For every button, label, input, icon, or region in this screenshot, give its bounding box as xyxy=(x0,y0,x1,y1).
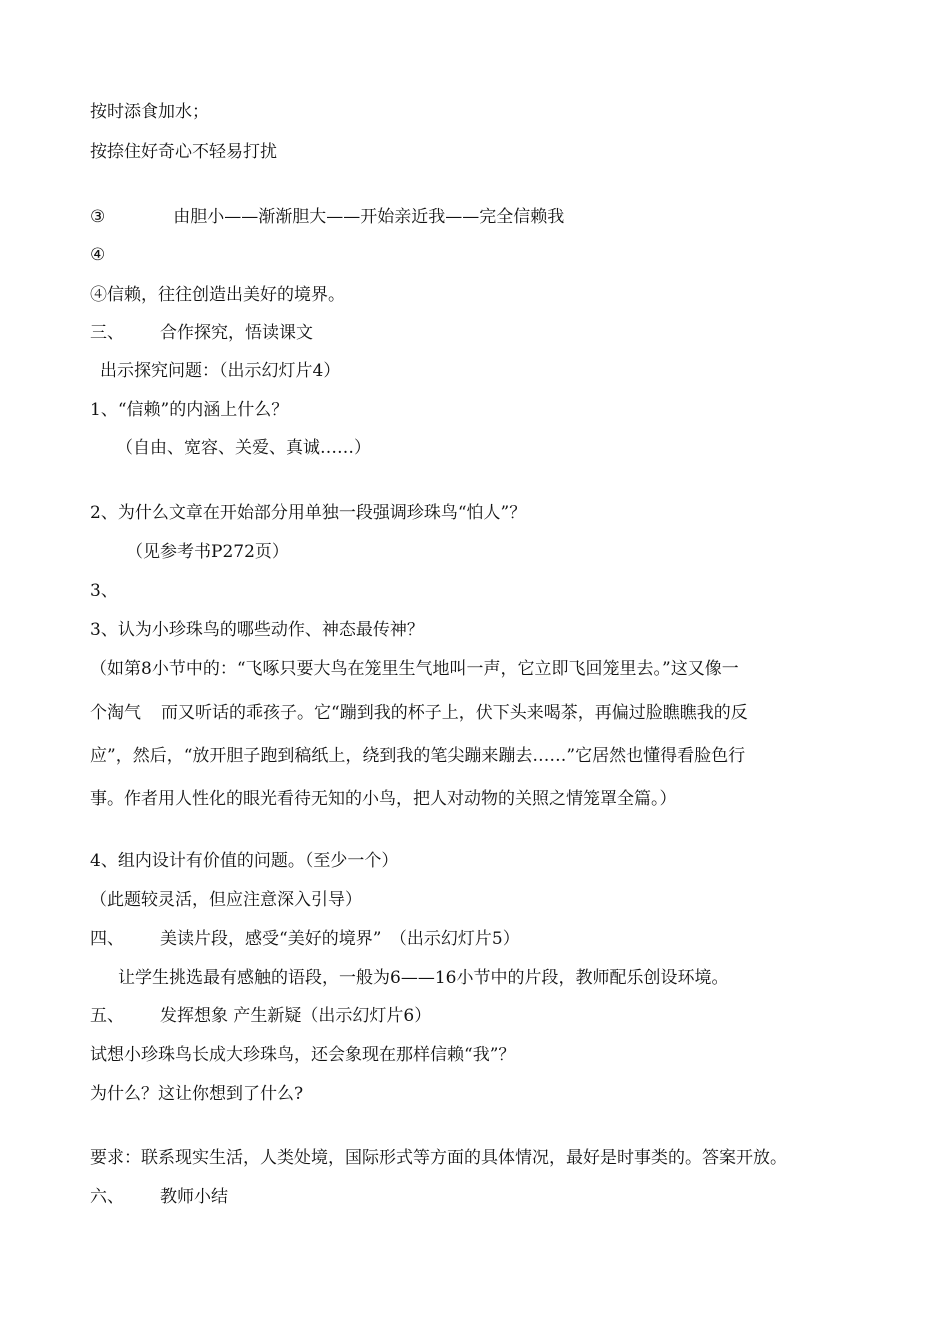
section-title: 发挥想象 产生新疑（出示幻灯片6） xyxy=(160,1006,432,1026)
numbered-line xyxy=(90,205,564,229)
line-text: 由胆小——渐渐胆大——开始亲近我——完全信赖我 xyxy=(173,207,565,227)
answer-line: （自由、宽容、关爱、真诚……） xyxy=(116,438,371,458)
answer-line: 应”，然后，“放开胆子跑到稿纸上，绕到我的笔尖蹦来蹦去……”它居然也懂得看脸色行 xyxy=(90,746,746,766)
question-line: 1、“信赖”的内涵上什么？ xyxy=(90,400,289,420)
text-line: 按捺住好奇心不轻易打扰 xyxy=(90,142,277,162)
question-line: 3、 xyxy=(90,581,118,601)
section-number: 五、 xyxy=(90,1006,124,1026)
answer-line: 事。作者用人性化的眼光看待无知的小鸟，把人对动物的关照之情笼罩全篇。） xyxy=(90,789,677,809)
answer-line: （见参考书P272页） xyxy=(126,542,289,562)
text-line: 试想小珍珠鸟长成大珍珠鸟，还会象现在那样信赖“我”？ xyxy=(90,1045,516,1065)
section-number: 六、 xyxy=(90,1187,124,1207)
text-line: 让学生挑选最有感触的语段，一般为6——16小节中的片段，教师配乐创设环境。 xyxy=(118,968,729,988)
text-line: 为什么？这让你想到了什么? xyxy=(90,1084,304,1104)
text-line: 出示探究问题：（出示幻灯片4） xyxy=(100,361,341,381)
answer-line: （如第8小节中的：“飞啄只要大鸟在笼里生气地叫一声，它立即飞回笼里去。”这又像一 xyxy=(90,659,739,679)
section-title: 教师小结 xyxy=(160,1187,228,1207)
question-line: 3、认为小珍珠鸟的哪些动作、神态最传神？ xyxy=(90,620,424,640)
question-line: 4、组内设计有价值的问题。（至少一个） xyxy=(90,851,399,871)
section-heading xyxy=(90,1004,431,1028)
answer-line: （此题较灵活，但应注意深入引导） xyxy=(90,890,362,910)
section-title: 美读片段，感受“美好的境界” （出示幻灯片5） xyxy=(160,929,520,949)
text-line: ④信赖，往往创造出美好的境界。 xyxy=(90,285,345,305)
circled-number: ④ xyxy=(90,245,106,265)
section-heading xyxy=(90,321,313,345)
line-text: 而又听话的乖孩子。它“蹦到我的杯子上，伏下头来喝茶，再偏过脸瞧瞧我的反 xyxy=(161,703,748,723)
section-heading xyxy=(90,927,520,951)
circled-number: ③ xyxy=(90,207,106,227)
question-line: 2、为什么文章在开始部分用单独一段强调珍珠鸟“怕人”？ xyxy=(90,503,527,523)
section-title: 合作探究，悟读课文 xyxy=(160,323,313,343)
section-number: 四、 xyxy=(90,929,124,949)
text-line: 按时添食加水； xyxy=(90,102,209,122)
line-text: 个淘气 xyxy=(90,703,141,723)
text-line: 要求：联系现实生活，人类处境，国际形式等方面的具体情况，最好是时事类的。答案开放。 xyxy=(90,1148,787,1168)
section-heading xyxy=(90,1185,228,1209)
section-number: 三、 xyxy=(90,323,124,343)
answer-line xyxy=(90,701,748,725)
